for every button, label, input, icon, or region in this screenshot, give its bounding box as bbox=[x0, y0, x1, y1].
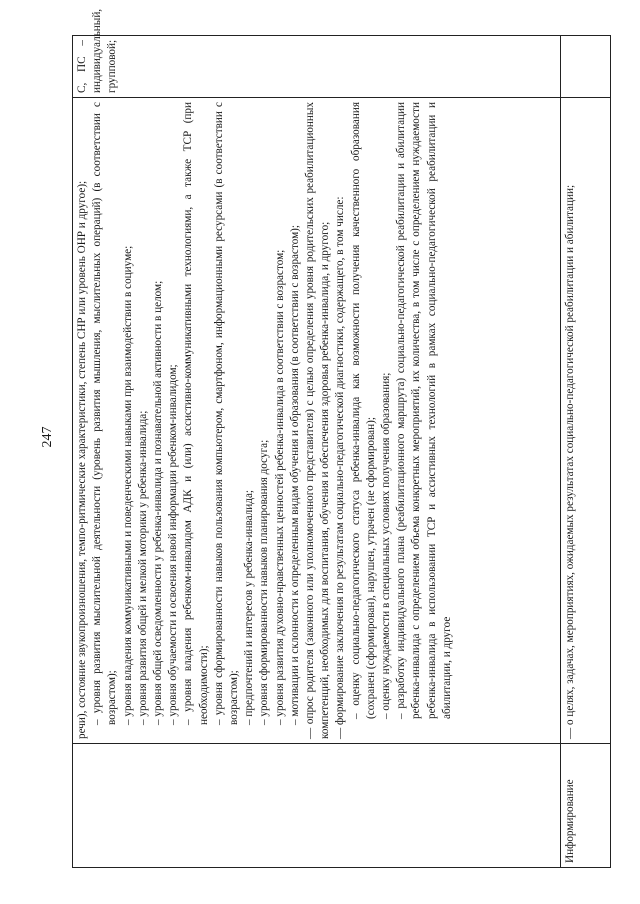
service-content-cell bbox=[73, 98, 561, 744]
content-line: – уровня сформированности навыков пользования компьютером, смартфоном, информационными ресурсами (в соответствии с возрастом); bbox=[212, 102, 242, 739]
table-row bbox=[561, 36, 611, 868]
content-line: – уровня общей осведомленности у ребенка-инвалида и познавательной активности в целом; bbox=[151, 102, 166, 739]
content-line: — формирование заключения по результатам социально-педагогической диагностики, содержащего, в том числе: bbox=[333, 102, 348, 739]
content-line: — о целях, задачах, мероприятиях, ожидаемых результатах социально-педагогической реабилитации и абилитации; bbox=[563, 102, 578, 739]
content-line: – оценку нуждаемости в специальных условиях получения образования; bbox=[379, 102, 394, 739]
content-line: – предпочтений и интересов у ребенка-инвалида; bbox=[242, 102, 257, 739]
content-line: – уровня развития духовно-нравственных ценностей ребенка-инвалида в соответствии с возрастом; bbox=[273, 102, 288, 739]
service-name-cell: Информирование bbox=[561, 744, 611, 868]
service-name-cell bbox=[73, 744, 561, 868]
service-form-cell bbox=[561, 36, 611, 98]
content-line: – оценку социально-педагогического статуса ребенка-инвалида как возможности получения качественного образования (сохранен (сформирован), нарушен, утрачен (не сформирован); bbox=[349, 102, 379, 739]
content-line: – уровня развития мыслительной деятельности (уровень развития мышления, мыслительных операций) (в соответствии с возрастом); bbox=[90, 102, 120, 739]
table-wrapper bbox=[72, 8, 610, 868]
content-line: речи), состояние звукопроизношения, темпо-ритмические характеристики, степень СНР или уровень ОНР и другое); bbox=[76, 180, 88, 739]
page-number: 247 bbox=[40, 426, 55, 448]
content-line: – уровня сформированности навыков планирования досуга; bbox=[257, 102, 272, 739]
content-line: – разработку индивидуального плана (реабилитационного маршрута) социально-педагогической реабилитации и абилитации ребенка-инвалида с определением объема конкретных мероприятий, их количества, в том числе с определением нуждаемости ребенка-инвалида в использовании ТСР и ассистивных технологий в рамках социально-педагогической реабилитации и абилитации, и другое bbox=[394, 102, 455, 739]
content-line: – мотивации и склонности к определенным видам обучения и образования (в соответствии с возрастом); bbox=[288, 102, 303, 739]
service-form-cell: С, ПС – индивидуальный, групповой; bbox=[73, 36, 561, 98]
service-content-cell bbox=[561, 98, 611, 744]
content-line: – уровня обучаемости и освоения новой информации ребенком-инвалидом; bbox=[166, 102, 181, 739]
table-row bbox=[73, 36, 561, 868]
rehabilitation-table bbox=[72, 8, 611, 868]
content-line: – уровня владения ребенком-инвалидом АДК и (или) ассистивно-коммуникативными технологиями, а также ТСР (при необходимости); bbox=[181, 102, 211, 739]
content-line: – уровня владения коммуникативными и поведенческими навыками при взаимодействии в социуме; bbox=[121, 102, 136, 739]
content-line: – уровня развития общей и мелкой моторики у ребенка-инвалида; bbox=[136, 102, 151, 739]
rotated-page-content bbox=[72, 8, 610, 868]
content-line: — опрос родителя (законного или уполномоченного представителя) с целью определения уровня родительских реабилитационных компетенций, необходимых для воспитания, обучения и обеспечения здоровья ребенка-инвалида, и другого; bbox=[303, 102, 333, 739]
